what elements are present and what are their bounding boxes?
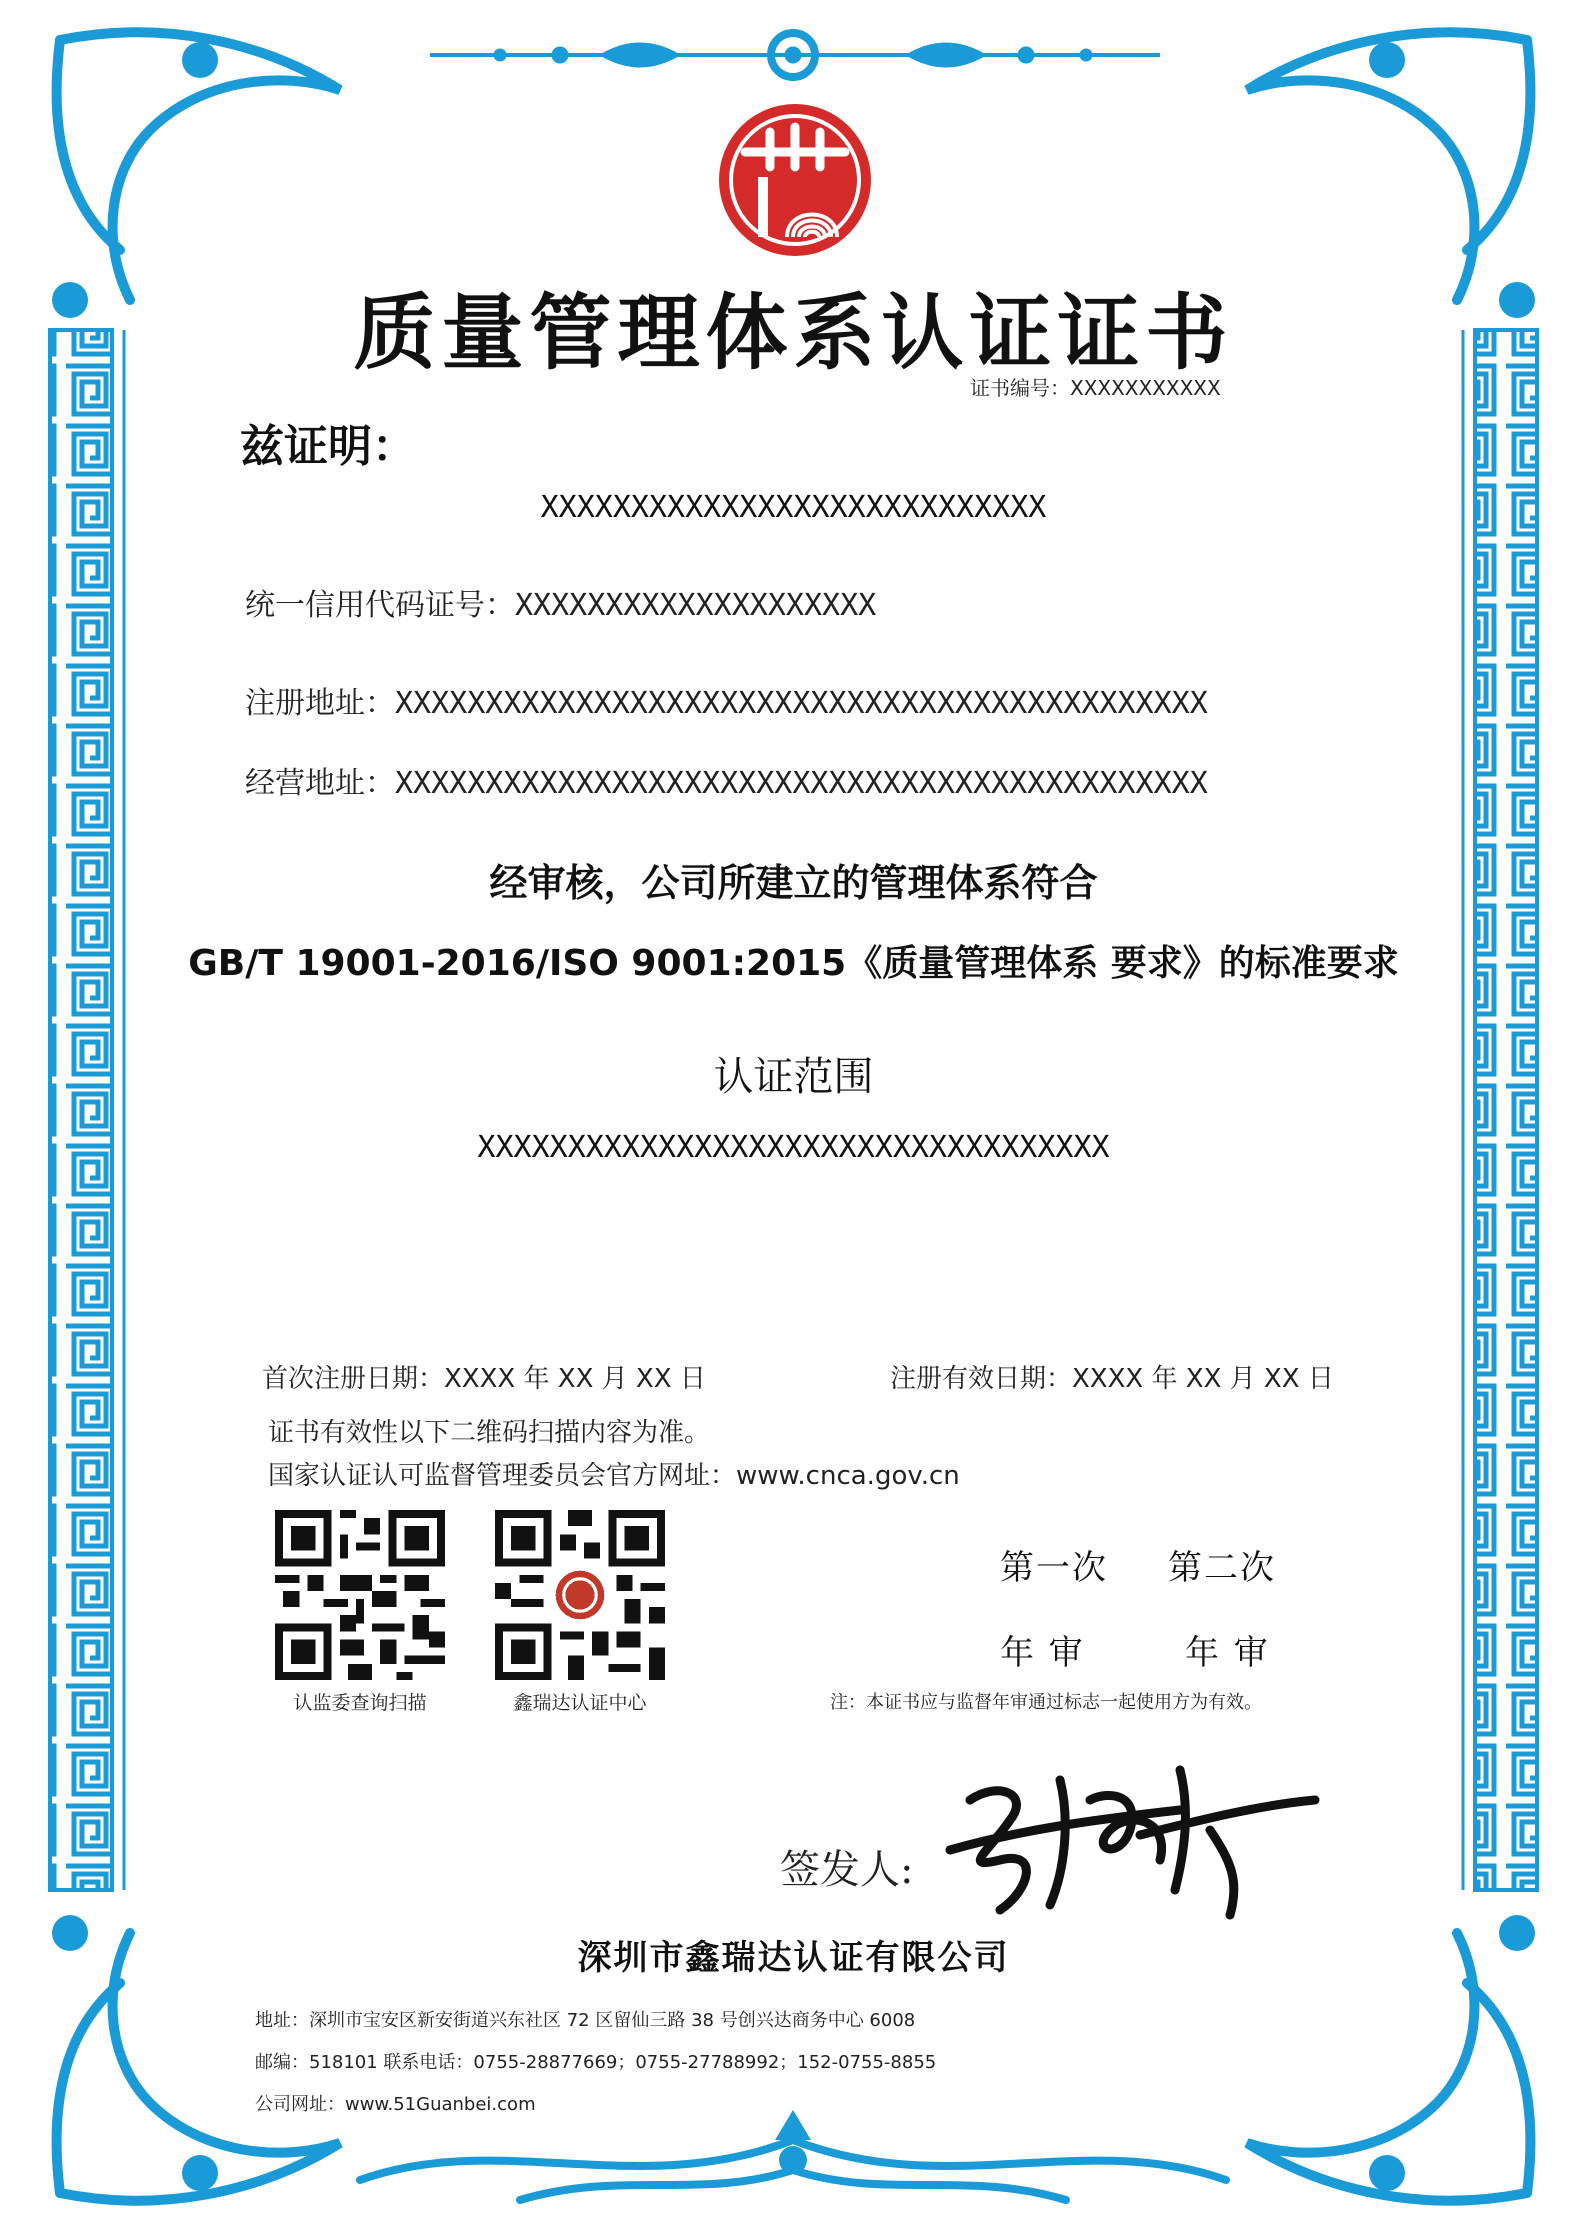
second-year-review: 年 审 xyxy=(1185,1633,1270,1673)
qr-code-icon xyxy=(495,1510,665,1680)
company-name: XXXXXXXXXXXXXXXXXXXXXXXXXXXX xyxy=(540,490,1047,525)
second-audit-label: 第二次 xyxy=(1168,1548,1276,1588)
first-registration-date: 首次注册日期：XXXX 年 XX 月 XX 日 xyxy=(262,1364,706,1394)
footer-website: 公司网址：www.51Guanbei.com xyxy=(255,2094,536,2115)
scope-value: XXXXXXXXXXXXXXXXXXXXXXXXXXXXXXXXXXX xyxy=(477,1130,1110,1165)
footer-contact: 邮编：518101 联系电话：0755-28877669；0755-27788992；152-0755-8855 xyxy=(255,2052,937,2073)
biz-address-value: XXXXXXXXXXXXXXXXXXXXXXXXXXXXXXXXXXXXXXXXXXXXX xyxy=(395,766,1208,801)
credit-code-row xyxy=(245,580,876,624)
issuer-company: 深圳市鑫瑞达认证有限公司 xyxy=(577,1938,1010,1978)
first-audit-label: 第一次 xyxy=(1000,1548,1108,1588)
audit-note: 注：本证书应与监督年审通过标志一起使用方为有效。 xyxy=(830,1692,1262,1713)
reg-address-value: XXXXXXXXXXXXXXXXXXXXXXXXXXXXXXXXXXXXXXXXXXXXX xyxy=(395,686,1208,721)
validity-note: 证书有效性以下二维码扫描内容为准。 xyxy=(268,1418,711,1448)
reg-address-label: 注册地址： xyxy=(245,686,395,721)
certify-label: 兹证明： xyxy=(240,421,416,472)
qr-code-icon xyxy=(275,1510,445,1680)
valid-until-date: 注册有效日期：XXXX 年 XX 月 XX 日 xyxy=(890,1364,1334,1394)
qr-caption-cnca: 认监委查询扫描 xyxy=(293,1692,427,1714)
first-year-review: 年 审 xyxy=(1000,1633,1085,1673)
credit-code-value: XXXXXXXXXXXXXXXXXXXX xyxy=(515,588,877,623)
biz-address-row xyxy=(245,758,1208,802)
signer-label: 签发人: xyxy=(780,1847,914,1893)
certificate-title: 质量管理体系认证证书 xyxy=(353,285,1234,381)
cnca-website-note: 国家认证认可监督管理委员会官方网址：www.cnca.gov.cn xyxy=(268,1461,960,1491)
statement-line-2: GB/T 19001-2016/ISO 9001:2015《质量管理体系 要求》的标准要求 xyxy=(188,943,1399,984)
signature-image xyxy=(940,1740,1320,1925)
scope-title: 认证范围 xyxy=(713,1054,874,1100)
seal-logo-icon xyxy=(715,92,875,267)
biz-address-label: 经营地址： xyxy=(245,766,395,801)
qr-caption-xinruida: 鑫瑞达认证中心 xyxy=(513,1692,647,1714)
certificate-number: 证书编号：XXXXXXXXXXX xyxy=(970,376,1221,400)
credit-code-label: 统一信用代码证号： xyxy=(245,588,515,623)
reg-address-row xyxy=(245,678,1208,722)
footer-address: 地址：深圳市宝安区新安街道兴东社区 72 区留仙三路 38 号创兴达商务中心 6008 xyxy=(255,2010,916,2031)
statement-line-1: 经审核，公司所建立的管理体系符合 xyxy=(489,861,1098,905)
